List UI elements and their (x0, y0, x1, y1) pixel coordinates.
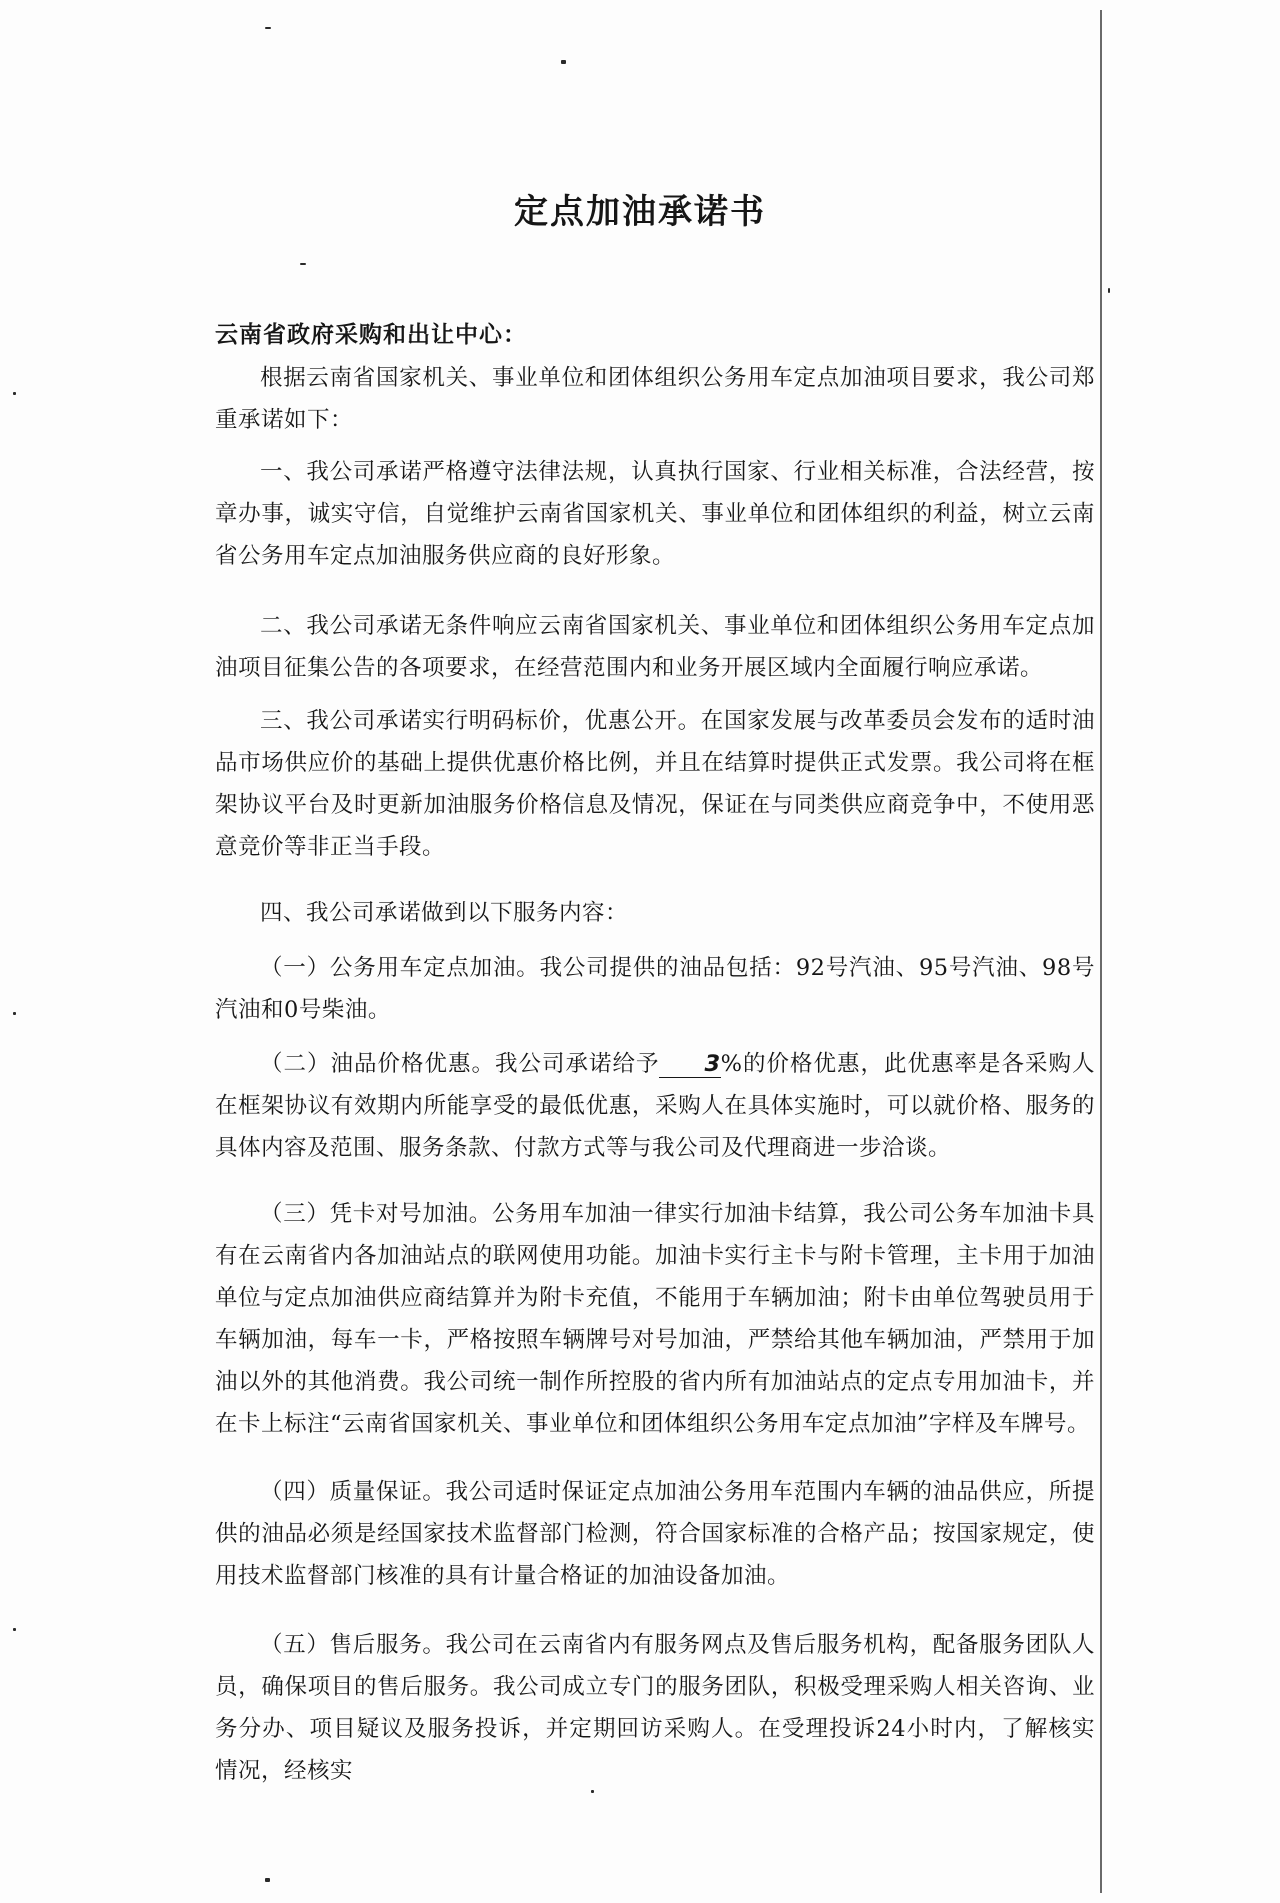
clause-1-paragraph: 一、我公司承诺严格遵守法律法规，认真执行国家、行业相关标准，合法经营，按章办事，诚实守信，自觉维护云南省国家机关、事业单位和团体组织的利益，树立云南省公务用车定点加油服务供应商的良好形象。 (215, 459, 1095, 569)
item-2-text-before: （二）油品价格优惠。我公司承诺给予 (260, 1051, 660, 1077)
item-5-paragraph: （五）售后服务。我公司在云南省内有服务网点及售后服务机构，配备服务团队人员，确保项目的售后服务。我公司成立专门的服务团队，积极受理采购人相关咨询、业务分办、项目疑议及服务投诉，并定期回访采购人。在受理投诉24小时内，了解核实情况，经核实 (215, 1632, 1095, 1784)
scan-speck (265, 27, 271, 29)
scan-speck (13, 392, 16, 395)
intro-paragraph: 根据云南省国家机关、事业单位和团体组织公务用车定点加油项目要求，我公司郑重承诺如下： (215, 365, 1095, 433)
item-1-paragraph: （一）公务用车定点加油。我公司提供的油品包括：92号汽油、95号汽油、98号汽油和0号柴油。 (215, 955, 1095, 1023)
scan-speck (1108, 288, 1110, 293)
recipient-line: 云南省政府采购和出让中心： (215, 321, 527, 348)
scan-speck (265, 1878, 270, 1882)
scan-speck (300, 263, 306, 265)
scan-speck (13, 1012, 16, 1015)
discount-rate-handwritten: 3 (659, 1051, 720, 1078)
clause-3-paragraph: 三、我公司承诺实行明码标价，优惠公开。在国家发展与改革委员会发布的适时油品市场供应价的基础上提供优惠价格比例，并且在结算时提供正式发票。我公司将在框架协议平台及时更新加油服务价格信息及情况，保证在与同类供应商竞争中，不使用恶意竞价等非正当手段。 (215, 708, 1095, 860)
item-2-text-after: %的价格优惠，此优惠率是各采购人在框架协议有效期内所能享受的最低优惠，采购人在具体实施时，可以就价格、服务的具体内容及范围、服务条款、付款方式等与我公司及代理商进一步洽谈。 (215, 1051, 1095, 1161)
scan-speck (13, 1628, 16, 1631)
item-3-paragraph: （三）凭卡对号加油。公务用车加油一律实行加油卡结算，我公司公务车加油卡具有在云南省内各加油站点的联网使用功能。加油卡实行主卡与附卡管理，主卡用于加油单位与定点加油供应商结算并为附卡充值，不能用于车辆加油；附卡由单位驾驶员用于车辆加油，每车一卡，严格按照车辆牌号对号加油，严禁给其他车辆加油，严禁用于加油以外的其他消费。我公司统一制作所控股的省内所有加油站点的定点专用加油卡，并在卡上标注“云南省国家机关、事业单位和团体组织公务用车定点加油”字样及车牌号。 (215, 1201, 1095, 1437)
scan-edge-line (1100, 10, 1102, 1893)
clause-4-paragraph: 四、我公司承诺做到以下服务内容： (260, 900, 629, 926)
scan-speck (561, 60, 566, 64)
clause-2-paragraph: 二、我公司承诺无条件响应云南省国家机关、事业单位和团体组织公务用车定点加油项目征集公告的各项要求，在经营范围内和业务开展区域内全面履行响应承诺。 (215, 613, 1095, 681)
item-2-paragraph (215, 1043, 1095, 1169)
item-4-paragraph: （四）质量保证。我公司适时保证定点加油公务用车范围内车辆的油品供应，所提供的油品必须是经国家技术监督部门检测，符合国家标准的合格产品；按国家规定，使用技术监督部门核准的具有计量合格证的加油设备加油。 (215, 1479, 1095, 1589)
document-title: 定点加油承诺书 (514, 192, 766, 232)
